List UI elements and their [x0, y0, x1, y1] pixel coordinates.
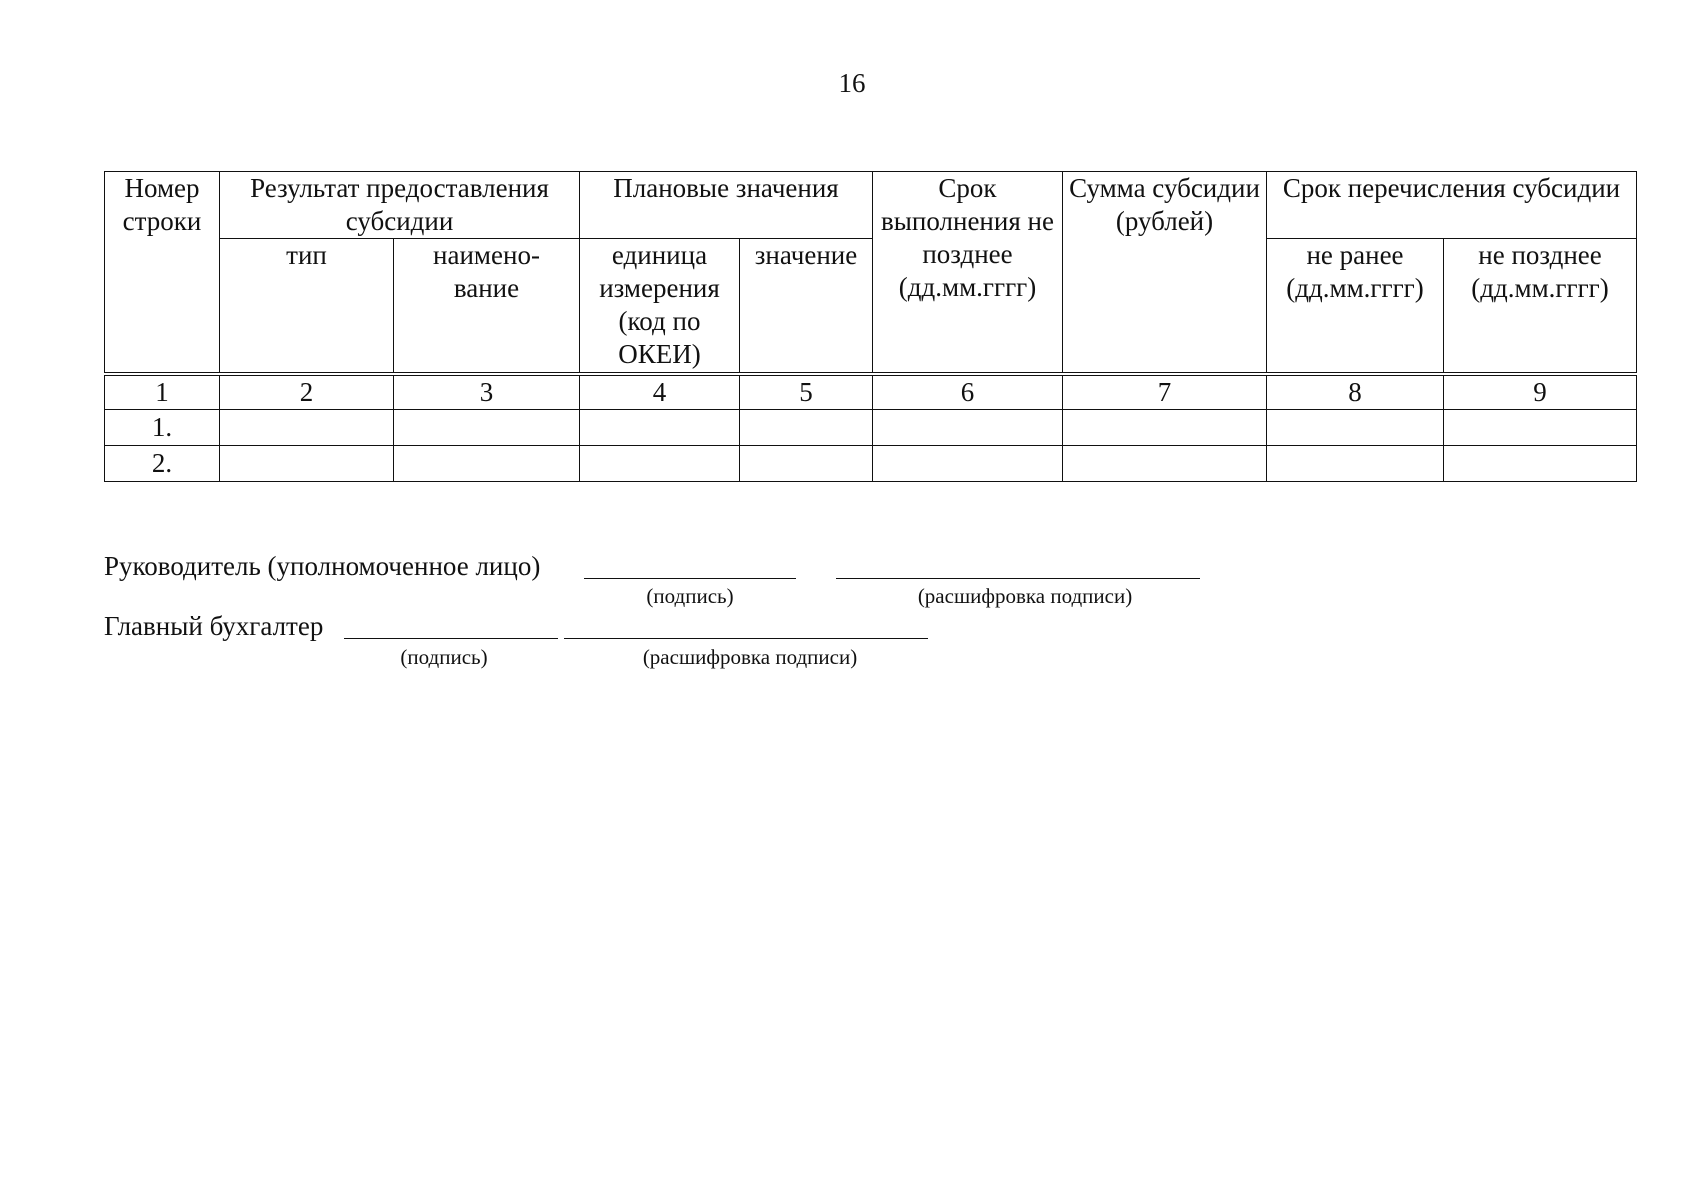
table-cell — [740, 410, 873, 446]
table-cell — [394, 446, 580, 482]
head-signature-line — [584, 578, 796, 579]
row-number: 2. — [105, 446, 220, 482]
table-cell — [1063, 446, 1267, 482]
subsidy-results-table — [104, 171, 1637, 482]
table-cell — [1444, 446, 1637, 482]
head-decoding-line — [836, 578, 1200, 579]
column-number: 6 — [873, 374, 1063, 410]
header-unit: единица измерения (код по ОКЕИ) — [580, 239, 740, 374]
table-cell — [1444, 410, 1637, 446]
header-not-earlier: не ранее (дд.мм.гггг) — [1267, 239, 1444, 374]
table-row — [105, 410, 1637, 446]
table-cell — [740, 446, 873, 482]
header-row-1 — [105, 172, 1637, 239]
table-cell — [580, 410, 740, 446]
row-number: 1. — [105, 410, 220, 446]
accountant-signature-line — [344, 638, 558, 639]
header-not-later: не позднее (дд.мм.гггг) — [1444, 239, 1637, 374]
table-cell — [220, 410, 394, 446]
column-number: 7 — [1063, 374, 1267, 410]
head-signature-caption: (подпись) — [646, 584, 734, 608]
page-number: 16 — [838, 68, 866, 98]
header-planned-values: Плановые значения — [580, 172, 873, 239]
header-row-2 — [105, 239, 1637, 374]
table-cell — [1063, 410, 1267, 446]
table-row — [105, 446, 1637, 482]
accountant-signature-caption: (подпись) — [400, 645, 488, 669]
table-cell — [580, 446, 740, 482]
table-cell — [1267, 410, 1444, 446]
header-transfer-period: Срок перечисления субсидии — [1267, 172, 1637, 239]
header-deadline: Срок выполнения не позднее (дд.мм.гггг) — [873, 172, 1063, 374]
column-number: 4 — [580, 374, 740, 410]
table-cell — [394, 410, 580, 446]
header-row-number: Номер строки — [105, 172, 220, 374]
head-decoding-caption: (расшифровка подписи) — [917, 584, 1133, 608]
header-value: значение — [740, 239, 873, 374]
head-signature-label: Руководитель (уполномоченное лицо) — [104, 551, 541, 581]
table-cell — [220, 446, 394, 482]
column-number: 5 — [740, 374, 873, 410]
table-cell — [1267, 446, 1444, 482]
accountant-signature-label: Главный бухгалтер — [104, 611, 324, 641]
column-number: 2 — [220, 374, 394, 410]
column-number: 9 — [1444, 374, 1637, 410]
header-result: Результат предоставления субсидии — [220, 172, 580, 239]
accountant-decoding-line — [564, 638, 928, 639]
column-number: 1 — [105, 374, 220, 410]
header-type: тип — [220, 239, 394, 374]
header-name: наимено- вание — [394, 239, 580, 374]
table-cell — [873, 410, 1063, 446]
accountant-decoding-caption: (расшифровка подписи) — [642, 645, 858, 669]
header-amount: Сумма субсидии (рублей) — [1063, 172, 1267, 374]
column-number: 8 — [1267, 374, 1444, 410]
column-numbers-row — [105, 374, 1637, 410]
column-number: 3 — [394, 374, 580, 410]
table-cell — [873, 446, 1063, 482]
